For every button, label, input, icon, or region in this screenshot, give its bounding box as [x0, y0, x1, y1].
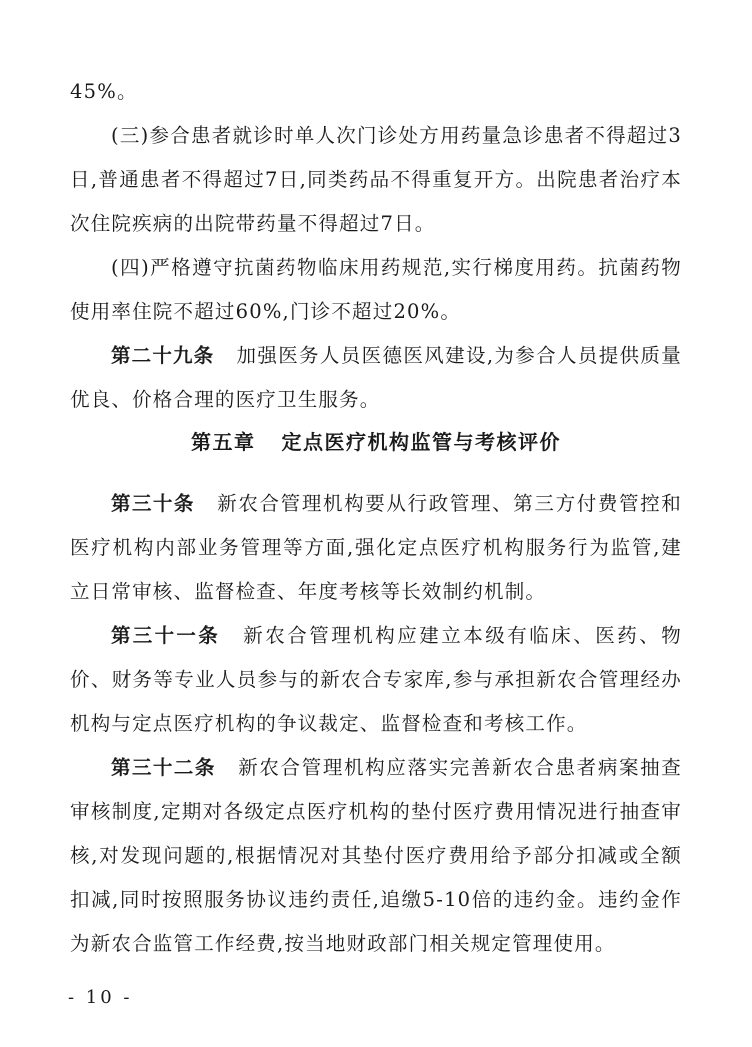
paragraph-continuation	[70, 70, 682, 114]
article-31	[70, 614, 682, 746]
article-number: 第三十二条	[111, 756, 216, 779]
page-number: - 10 -	[68, 987, 133, 1008]
article-text: 新农合管理机构应落实完善新农合患者病案抽查审核制度,定期对各级定点医疗机构的垫付医疗费用情况进行抽查审核,对发现问题的,根据情况对其垫付医疗费用给予部分扣减或全额扣减,同时按照服务协议违约责任,追缴5-10倍的违约金。违约金作为新农合监管工作经费,按当地财政部门相关规定管理使用。	[70, 756, 682, 955]
article-29	[70, 334, 682, 422]
chapter-heading	[70, 420, 682, 464]
chapter-title: 定点医疗机构监管与考核评价	[281, 430, 561, 454]
article-number: 第三十一条	[111, 624, 220, 647]
paragraph-text: (四)严格遵守抗菌药物临床用药规范,实行梯度用药。抗菌药物使用率住院不超过60%,门诊不超过20%。	[70, 256, 682, 323]
chapter-number: 第五章	[191, 430, 256, 454]
paragraph-text: 45%。	[70, 80, 138, 103]
paragraph-text: (三)参合患者就诊时单人次门诊处方用药量急诊患者不得超过3日,普通患者不得超过7日,同类药品不得重复开方。出院患者治疗本次住院疾病的出院带药量不得超过7日。	[70, 124, 682, 235]
article-32	[70, 746, 682, 966]
article-text: 新农合管理机构要从行政管理、第三方付费管控和医疗机构内部业务管理等方面,强化定点医疗机构服务行为监管,建立日常审核、监督检查、年度考核等长效制约机制。	[70, 492, 682, 603]
article-number: 第三十条	[111, 492, 195, 515]
paragraph-item-3	[70, 114, 682, 246]
paragraph-item-4	[70, 246, 682, 334]
article-text: 新农合管理机构应建立本级有临床、医药、物价、财务等专业人员参与的新农合专家库,参与承担新农合管理经办机构与定点医疗机构的争议裁定、监督检查和考核工作。	[70, 624, 682, 735]
article-number: 第二十九条	[111, 344, 215, 367]
article-text: 加强医务人员医德医风建设,为参合人员提供质量优良、价格合理的医疗卫生服务。	[70, 344, 682, 411]
article-30	[70, 482, 682, 614]
